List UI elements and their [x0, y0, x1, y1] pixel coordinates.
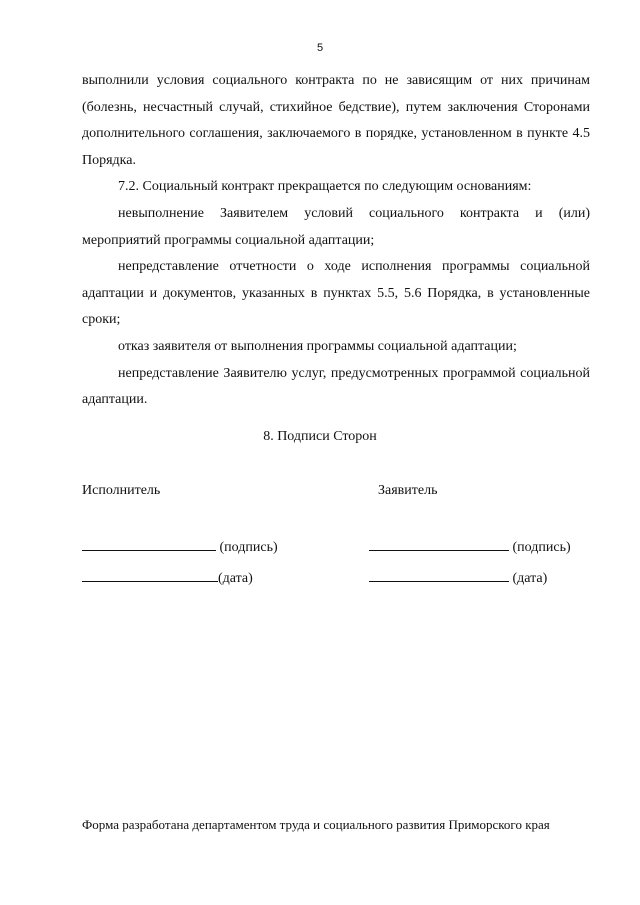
applicant-signature-line — [369, 536, 571, 556]
paragraph-ground-1: невыполнение Заявителем условий социального контракта и (или) мероприятий программы социальной адаптации; — [82, 205, 590, 248]
date-caption: (дата) — [512, 571, 548, 586]
section-title: 8. Подписи Сторон — [263, 429, 377, 444]
footer-note: Форма разработана департаментом труда и социального развития Приморского края — [82, 817, 550, 832]
paragraph-clause-7-2: 7.2. Социальный контракт прекращается по следующим основаниям: — [118, 179, 532, 195]
paragraph-continuation: выполнили условия социального контракта по не зависящим от них причинам (болезнь, несчастный случай, стихийное бедствие), путем заключения Сторонами дополнительного соглашения, заключаемого в порядке, установленном в пункте 4.5 Порядка. — [82, 73, 590, 168]
document-body — [82, 68, 590, 414]
executor-signature-line — [82, 536, 278, 556]
signature-caption: (подпись) — [219, 540, 278, 555]
applicant-date-line — [369, 567, 547, 587]
paragraph-ground-2: непредставление отчетности о ходе исполнения программы социальной адаптации и документов, указанных в пунктах 5.5, 5.6 Порядка, в установленные сроки; — [82, 259, 590, 328]
party-applicant-label: Заявитель — [378, 483, 438, 498]
page-number: 5 — [316, 42, 324, 54]
paragraph-ground-4: непредставление Заявителю услуг, предусмотренных программой социальной адаптации. — [82, 365, 590, 408]
date-blank — [369, 567, 509, 582]
date-blank — [82, 567, 218, 582]
paragraph-ground-3: отказ заявителя от выполнения программы социальной адаптации; — [118, 338, 517, 354]
signature-blank — [369, 536, 509, 551]
date-caption: (дата) — [218, 571, 253, 586]
signature-blank — [82, 536, 216, 551]
signature-caption: (подпись) — [512, 540, 571, 555]
executor-date-line — [82, 567, 253, 587]
party-executor-label: Исполнитель — [82, 483, 161, 498]
